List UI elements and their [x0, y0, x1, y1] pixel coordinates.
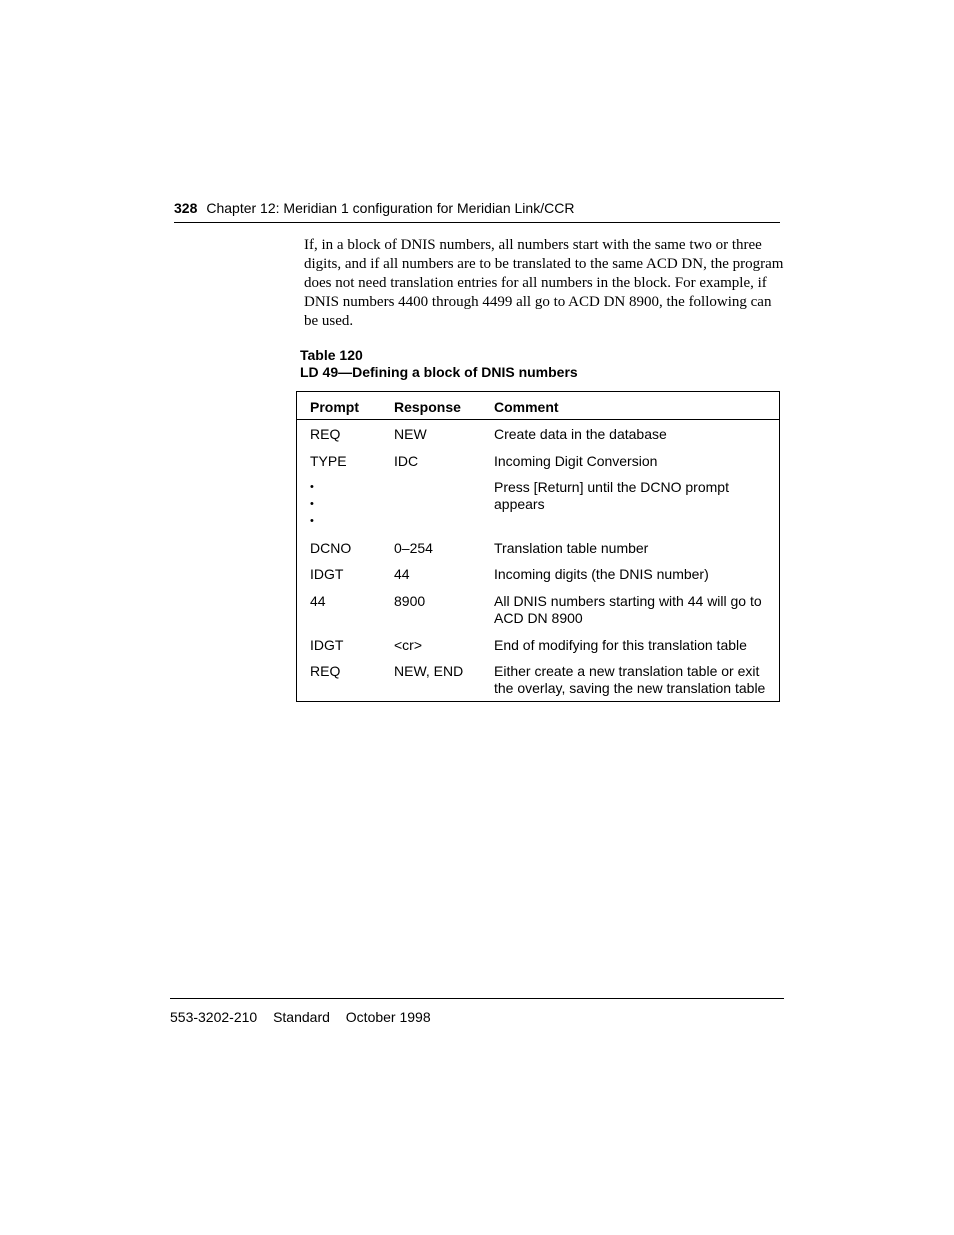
prompt-cell: DCNO	[310, 540, 352, 556]
comment-cell: All DNIS numbers starting with 44 will go to ACD DN 8900	[494, 593, 762, 626]
document-status: Standard	[273, 1009, 330, 1025]
comment-cell: Create data in the database	[494, 426, 667, 442]
response-cell: 0–254	[394, 540, 433, 556]
comment-cell: Press [Return] until the DCNO prompt appears	[494, 479, 729, 512]
table-number: Table 120	[300, 347, 363, 363]
chapter-title: Chapter 12: Meridian 1 configuration for Meridian Link/CCR	[206, 200, 575, 216]
column-header-response: Response	[394, 399, 461, 415]
response-cell: 8900	[394, 593, 426, 609]
page-number: 328	[174, 200, 198, 216]
config-table	[296, 391, 780, 702]
page-footer	[170, 998, 784, 1025]
response-cell: 44	[394, 566, 410, 582]
prompt-cell: 44	[310, 593, 326, 609]
comment-cell: Translation table number	[494, 540, 649, 556]
prompt-cell: IDGT	[310, 566, 344, 582]
document-number: 553-3202-210	[170, 1009, 258, 1025]
comment-cell: Incoming digits (the DNIS number)	[494, 566, 709, 582]
response-cell: NEW	[394, 426, 427, 442]
page-header	[174, 200, 780, 223]
comment-cell: Incoming Digit Conversion	[494, 453, 658, 469]
bullet: •	[310, 515, 314, 527]
response-cell: <cr>	[394, 637, 423, 653]
prompt-cell: TYPE	[310, 453, 347, 469]
prompt-cell: REQ	[310, 663, 341, 679]
intro-paragraph: If, in a block of DNIS numbers, all numbers start with the same two or three digits, and if all numbers are to be translated to the same ACD DN, the program does not need translation entries for all numbers in the block. For example, if DNIS numbers 4400 through 4499 all go to ACD DN 8900, the following can be used.	[304, 237, 784, 329]
prompt-cell: REQ	[310, 426, 341, 442]
response-cell: IDC	[394, 453, 419, 469]
prompt-cell-bullets	[310, 479, 314, 530]
column-header-prompt: Prompt	[310, 399, 359, 415]
prompt-cell: IDGT	[310, 637, 344, 653]
response-cell: NEW, END	[394, 663, 464, 679]
comment-cell: End of modifying for this translation table	[494, 637, 747, 653]
document-date: October 1998	[345, 1009, 431, 1025]
bullet: •	[310, 498, 314, 510]
comment-cell: Either create a new translation table or exit the overlay, saving the new translation table	[494, 663, 766, 696]
table-title: LD 49—Defining a block of DNIS numbers	[300, 364, 578, 380]
bullet: •	[310, 481, 314, 493]
table-header-row	[297, 392, 779, 420]
column-header-comment: Comment	[494, 399, 559, 415]
table-caption	[300, 347, 578, 381]
